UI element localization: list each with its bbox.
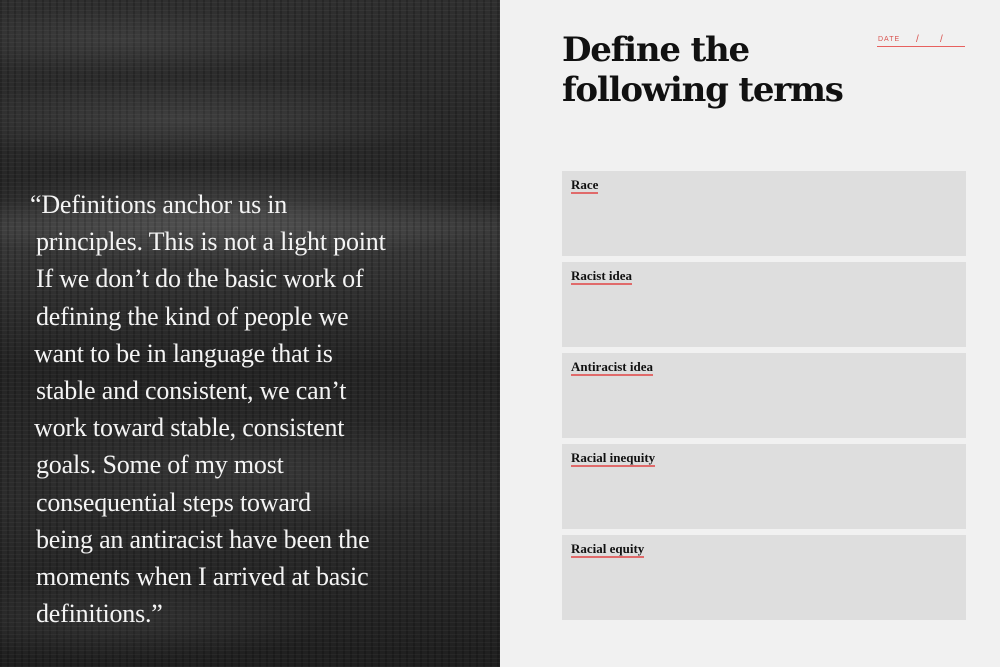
- answer-area[interactable]: [562, 195, 966, 256]
- term-label: Racial equity: [571, 541, 645, 556]
- term-box-racist-idea: [562, 262, 966, 347]
- term-label: Race: [571, 177, 599, 192]
- right-page-worksheet: [500, 0, 1000, 667]
- date-separator: /: [916, 34, 920, 45]
- quote-line: If we don’t do the basic work of: [36, 264, 364, 294]
- quote-line: work toward stable, consistent: [34, 413, 345, 443]
- title-line-2: following terms: [562, 70, 843, 110]
- page-title: [562, 30, 882, 110]
- terms-list: [562, 171, 966, 626]
- quote-line: defining the kind of people we: [36, 301, 349, 331]
- quote-line: being an antiracist have been the: [36, 524, 370, 554]
- quote-line: stable and consistent, we can’t: [36, 376, 347, 406]
- date-separator: /: [940, 34, 944, 45]
- term-label: Racist idea: [571, 268, 633, 283]
- quote-line: “Definitions anchor us in: [30, 190, 288, 219]
- term-label: Antiracist idea: [571, 359, 653, 374]
- quote-line: consequential steps toward: [36, 487, 311, 517]
- date-field[interactable]: [877, 34, 965, 47]
- answer-area[interactable]: [562, 559, 966, 620]
- quote-line: definitions.”: [36, 599, 163, 629]
- term-box-racial-inequity: [562, 444, 966, 529]
- quote-line: moments when I arrived at basic: [36, 562, 369, 592]
- term-label: Racial inequity: [571, 450, 656, 465]
- quote-line: principles. This is not a light point: [36, 227, 386, 257]
- quote-line: want to be in language that is: [34, 338, 333, 368]
- term-box-race: [562, 171, 966, 256]
- title-line-1: Define the: [562, 30, 749, 70]
- answer-area[interactable]: [562, 468, 966, 529]
- term-box-racial-equity: [562, 535, 966, 620]
- answer-area[interactable]: [562, 286, 966, 347]
- pull-quote: [30, 186, 450, 632]
- date-label: DATE: [878, 36, 901, 43]
- answer-area[interactable]: [562, 377, 966, 438]
- quote-line: goals. Some of my most: [36, 450, 284, 480]
- term-box-antiracist-idea: [562, 353, 966, 438]
